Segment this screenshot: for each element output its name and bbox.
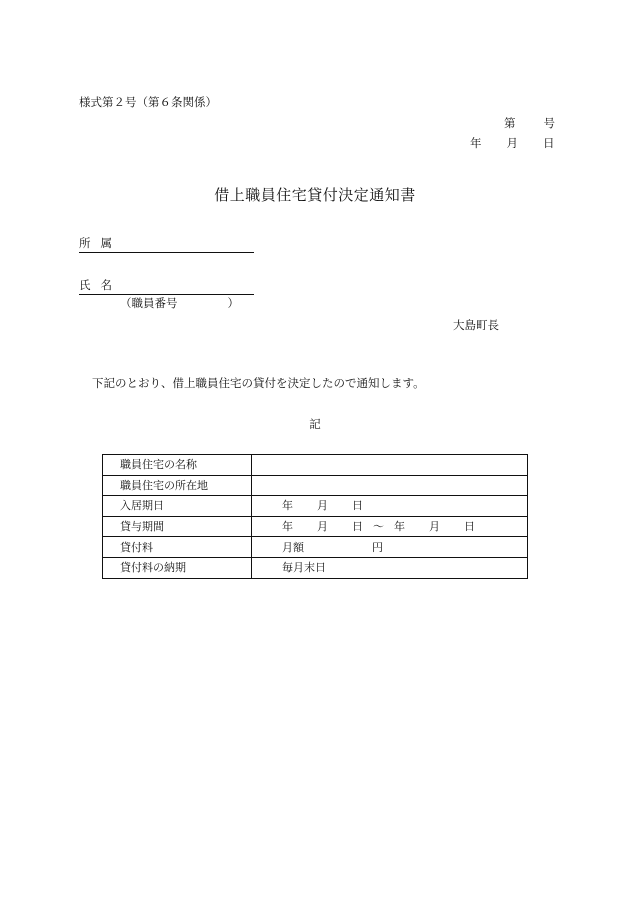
- housing-address-value: [252, 475, 528, 496]
- name-field: [79, 280, 254, 295]
- staff-number-close: ）: [227, 296, 239, 310]
- details-table: [102, 454, 528, 579]
- name-label-char-1: 氏: [79, 278, 91, 292]
- loan-period-value: [252, 516, 528, 537]
- document-number-go: 号: [543, 116, 555, 130]
- period-start-month: 月: [317, 520, 328, 534]
- table-row: [103, 516, 528, 537]
- period-end-year: 年: [394, 520, 405, 534]
- issue-date-month: 月: [506, 136, 518, 150]
- period-end-month: 月: [429, 520, 440, 534]
- issuer-name: 大島町長: [453, 318, 499, 332]
- period-end-day: 日: [464, 520, 475, 534]
- rent-value: [252, 537, 528, 558]
- row-label: 職員住宅の名称: [103, 455, 252, 476]
- table-row: [103, 455, 528, 476]
- rent-yen-label: 円: [372, 540, 383, 554]
- row-label: 職員住宅の所在地: [103, 475, 252, 496]
- issue-date-year: 年: [470, 136, 482, 150]
- table-row: [103, 475, 528, 496]
- ki-heading: 記: [309, 417, 321, 431]
- affiliation-field: [79, 238, 254, 253]
- row-label: 貸与期間: [103, 516, 252, 537]
- document-title: 借上職員住宅貸付決定通知書: [214, 186, 416, 204]
- move-in-day: 日: [352, 499, 363, 513]
- rent-monthly-label: 月額: [282, 540, 304, 554]
- table-row: [103, 537, 528, 558]
- move-in-date-value: [252, 496, 528, 517]
- body-text: 下記のとおり、借上職員住宅の貸付を決定したので通知します。: [92, 376, 425, 390]
- table-row: [103, 496, 528, 517]
- housing-name-value: [252, 455, 528, 476]
- row-label: 貸付料: [103, 537, 252, 558]
- row-label: 貸付料の納期: [103, 557, 252, 578]
- period-tilde: ～: [373, 520, 384, 534]
- issue-date-day: 日: [543, 136, 555, 150]
- payment-due-value: 毎月末日: [252, 557, 528, 578]
- table-row: [103, 557, 528, 578]
- move-in-month: 月: [317, 499, 328, 513]
- move-in-year: 年: [282, 499, 293, 513]
- document-number-dai: 第: [504, 116, 516, 130]
- affiliation-label-char-1: 所: [79, 236, 91, 250]
- staff-number-open: （職員番号: [120, 296, 178, 310]
- staff-number-line: [120, 298, 239, 310]
- form-number: 様式第２号（第６条関係）: [79, 95, 217, 109]
- period-start-day: 日: [352, 520, 363, 534]
- name-label-char-2: 名: [100, 278, 112, 292]
- row-label: 入居期日: [103, 496, 252, 517]
- issue-date-line: [470, 138, 555, 150]
- document-number-line: [504, 118, 555, 130]
- period-start-year: 年: [282, 520, 293, 534]
- affiliation-label-char-2: 属: [100, 236, 112, 250]
